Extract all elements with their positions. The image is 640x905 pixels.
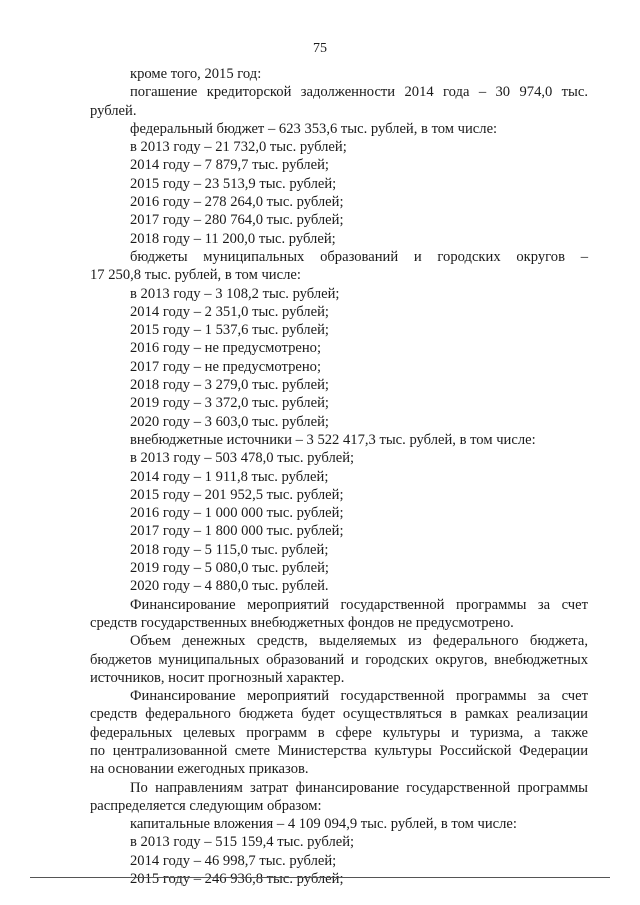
- text-line: 2018 году – 5 115,0 тыс. рублей;: [130, 541, 329, 558]
- text-line: 2020 году – 4 880,0 тыс. рублей.: [130, 578, 329, 595]
- text-line: 2014 году – 46 998,7 тыс. рублей;: [130, 852, 337, 869]
- text-line: 17 250,8 тыс. рублей, в том числе:: [90, 267, 301, 284]
- text-line: 2015 году – 246 936,8 тыс. рублей;: [130, 871, 344, 888]
- text-line: Объем денежных средств, выделяемых из федерального бюджета,: [130, 633, 588, 650]
- text-line: федеральный бюджет – 623 353,6 тыс. рублей, в том числе:: [130, 120, 498, 137]
- text-line: погашение кредиторской задолженности 2014 года – 30 974,0 тыс.: [130, 84, 588, 101]
- text-line: 2015 году – 23 513,9 тыс. рублей;: [130, 175, 337, 192]
- text-line: 2016 году – 278 264,0 тыс. рублей;: [130, 194, 344, 211]
- bottom-rule: [30, 877, 610, 878]
- text-line: 2018 году – 3 279,0 тыс. рублей;: [130, 377, 329, 394]
- text-line: По направлениям затрат финансирование государственной программы: [130, 779, 588, 796]
- text-line: бюджетов муниципальных образований и городских округов, внебюджетных: [90, 651, 588, 668]
- text-line: 2017 году – 1 800 000 тыс. рублей;: [130, 523, 344, 540]
- text-line: 2014 году – 1 911,8 тыс. рублей;: [130, 468, 329, 485]
- text-line: федеральных целевых программ в сфере культуры и туризма, а также: [90, 724, 588, 741]
- text-line: в 2013 году – 21 732,0 тыс. рублей;: [130, 139, 347, 156]
- text-line: внебюджетные источники – 3 522 417,3 тыс. рублей, в том числе:: [130, 431, 536, 448]
- text-line: распределяется следующим образом:: [90, 797, 322, 814]
- text-line: Финансирование мероприятий государственной программы за счет: [130, 688, 588, 705]
- page-number: 75: [313, 41, 327, 56]
- text-line: 2016 году – 1 000 000 тыс. рублей;: [130, 505, 344, 522]
- text-line: 2018 году – 11 200,0 тыс. рублей;: [130, 230, 336, 247]
- text-line: рублей.: [90, 102, 137, 119]
- text-line: средств государственных внебюджетных фондов не предусмотрено.: [90, 614, 514, 631]
- text-line: в 2013 году – 515 159,4 тыс. рублей;: [130, 834, 355, 851]
- text-line: 2014 году – 7 879,7 тыс. рублей;: [130, 157, 329, 174]
- text-line: по централизованной смете Министерства культуры Российской Федерации: [90, 742, 588, 759]
- text-line: кроме того, 2015 год:: [130, 66, 262, 82]
- text-line: на основании ежегодных приказов.: [90, 761, 309, 778]
- text-line: в 2013 году – 503 478,0 тыс. рублей;: [130, 450, 355, 467]
- text-line: 2020 году – 3 603,0 тыс. рублей;: [130, 413, 329, 430]
- text-line: источников, носит прогнозный характер.: [90, 669, 345, 686]
- text-line: Финансирование мероприятий государственной программы за счет: [130, 596, 588, 613]
- text-line: 2015 году – 201 952,5 тыс. рублей;: [130, 486, 344, 503]
- text-line: 2015 году – 1 537,6 тыс. рублей;: [130, 322, 329, 339]
- text-line: средств федерального бюджета будет осуществляться в рамках реализации: [90, 706, 588, 723]
- text-line: 2017 году – 280 764,0 тыс. рублей;: [130, 212, 344, 229]
- text-line: 2017 году – не предусмотрено;: [130, 358, 322, 375]
- text-line: капитальные вложения – 4 109 094,9 тыс. рублей, в том числе:: [130, 816, 517, 833]
- text-line: 2016 году – не предусмотрено;: [130, 340, 322, 357]
- text-line: в 2013 году – 3 108,2 тыс. рублей;: [130, 285, 340, 302]
- text-line: бюджеты муниципальных образований и городских округов –: [130, 248, 588, 265]
- body-text: [90, 65, 588, 888]
- text-line: 2014 году – 2 351,0 тыс. рублей;: [130, 303, 329, 320]
- text-line: 2019 году – 3 372,0 тыс. рублей;: [130, 395, 329, 412]
- text-line: 2019 году – 5 080,0 тыс. рублей;: [130, 560, 329, 577]
